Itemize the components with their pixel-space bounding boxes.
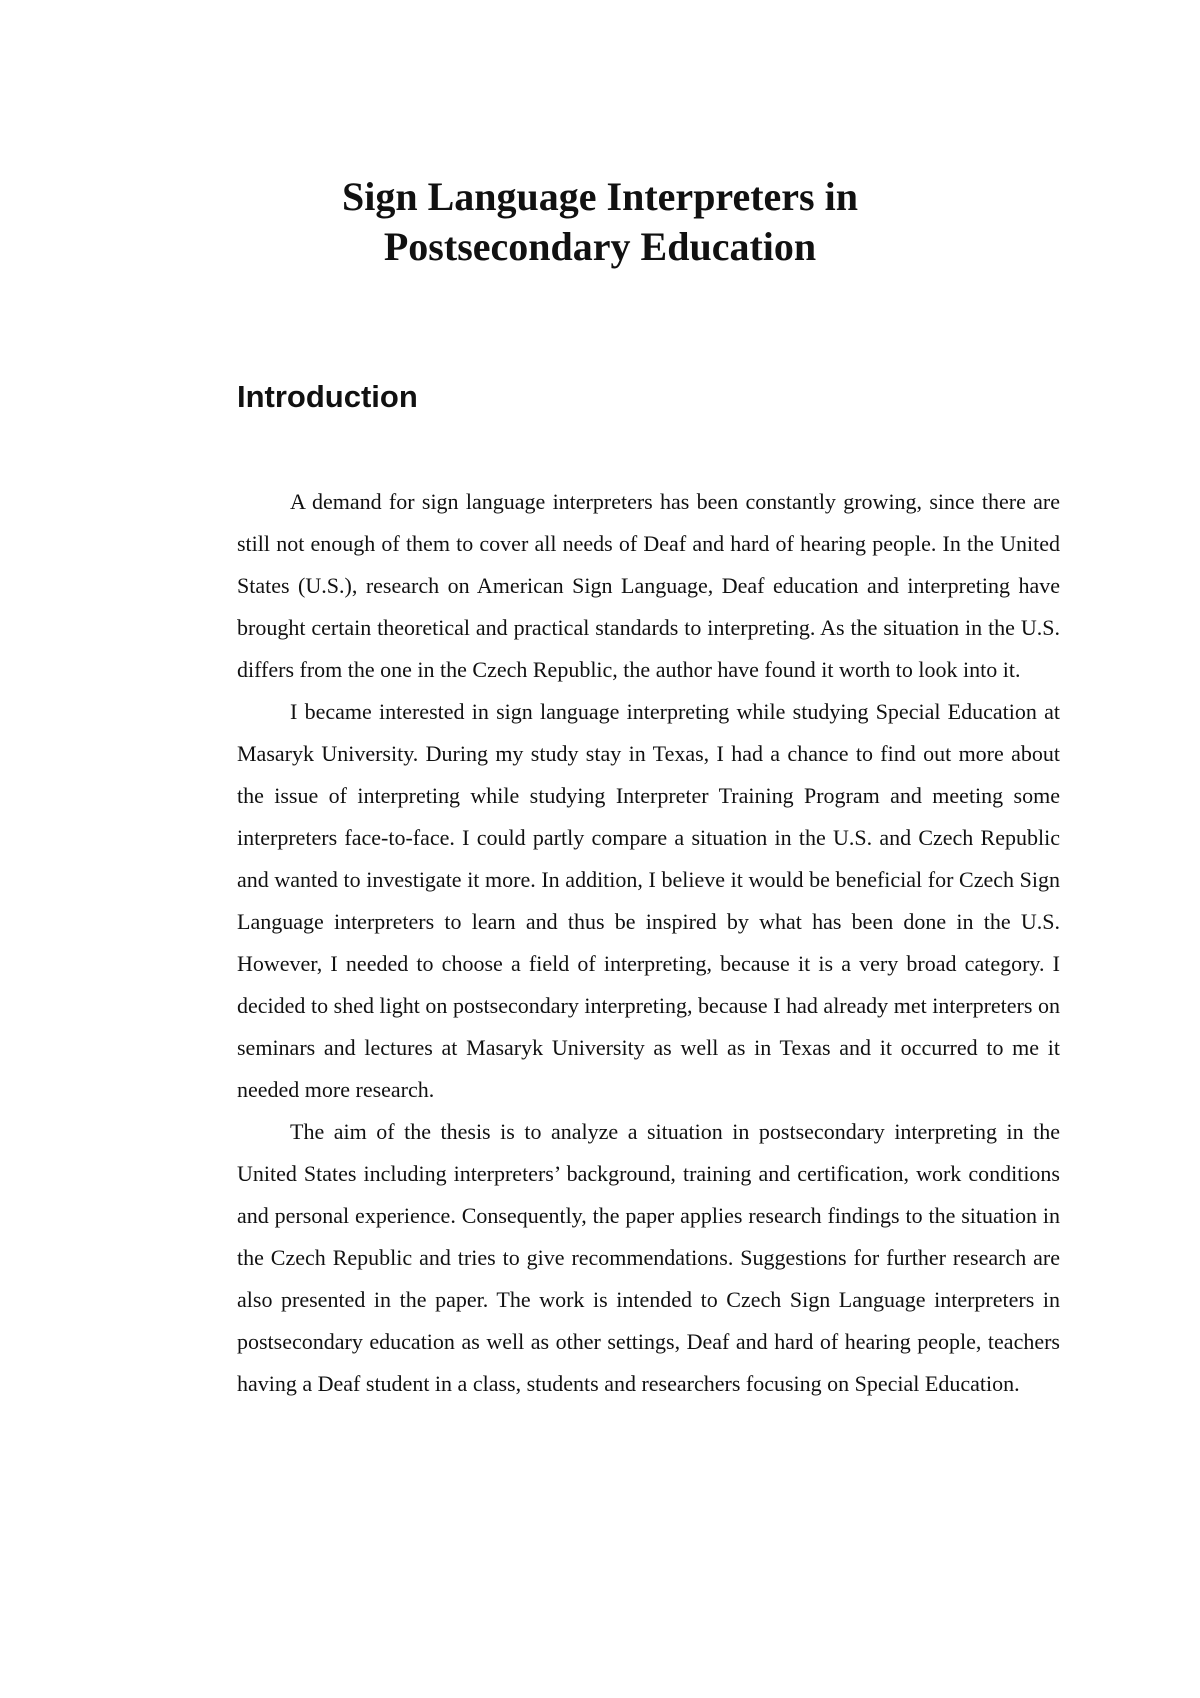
section-heading-introduction: Introduction [237,379,418,414]
body-text [237,481,1060,1405]
title-line-2: Postsecondary Education [383,224,817,269]
paragraph-1: A demand for sign language interpreters has been constantly growing, since there are still not enough of them to cover all needs of Deaf and hard of hearing people. In the United States (U.S.), research on American Sign Language, Deaf education and interpreting have brought certain theoretical and practical standards to interpreting. As the situation in the U.S. differs from the one in the Czech Republic, the author have found it worth to look into it. [237,489,1060,682]
paragraph-3: The aim of the thesis is to analyze a situation in postsecondary interpreting in the United States including interpreters’ background, training and certification, work conditions and personal experience. Consequently, the paper applies research findings to the situation in the Czech Republic and tries to give recommendations. Suggestions for further research are also presented in the paper. The work is intended to Czech Sign Language interpreters in postsecondary education as well as other settings, Deaf and hard of hearing people, teachers having a Deaf student in a class, students and researchers focusing on Special Education. [237,1119,1060,1396]
title-line-1: Sign Language Interpreters in [342,174,858,219]
paragraph-2: I became interested in sign language interpreting while studying Special Education at Masaryk University. During my study stay in Texas, I had a chance to find out more about the issue of interpreting while studying Interpreter Training Program and meeting some interpreters face-to-face. I could partly compare a situation in the U.S. and Czech Republic and wanted to investigate it more. In addition, I believe it would be beneficial for Czech Sign Language interpreters to learn and thus be inspired by what has been done in the U.S. However, I needed to choose a field of interpreting, because it is a very broad category. I decided to shed light on postsecondary interpreting, because I had already met interpreters on seminars and lectures at Masaryk University as well as in Texas and it occurred to me it needed more research. [237,699,1060,1102]
document-title [0,172,1200,272]
